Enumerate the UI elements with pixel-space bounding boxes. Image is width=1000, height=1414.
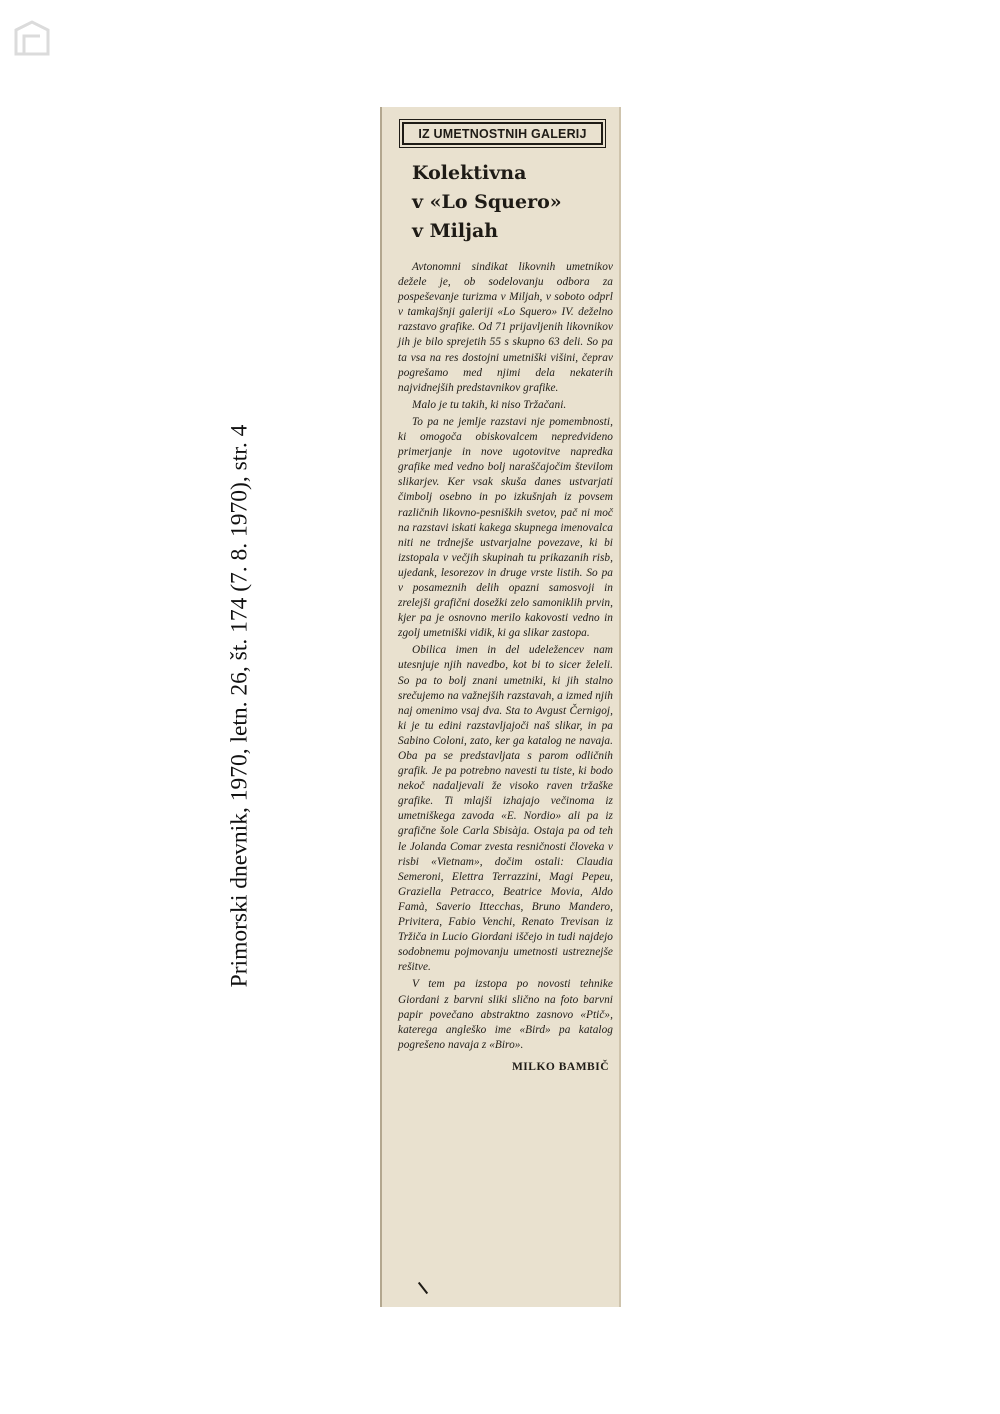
newspaper-clipping: [380, 107, 621, 1307]
headline-line-1: Kolektivna: [412, 162, 527, 184]
paragraph-1: Avtonomni sindikat likovnih umetnikov dežele je, ob sodelovanju odbora za pospeševanje turizma v Miljah, v soboto odprl v tamkajšnji galeriji «Lo Squero» IV. deželno razstavo grafike. Od 71 prijavljenih likovnikov jih je bilo sprejetih 55 s skupno 63 deli. So pa ta vsa na res dostojni umetniški višini, čeprav pogrešamo med njimi dela nekaterih najvidnejših predstavnikov grafike.: [398, 261, 613, 394]
kamra-logo: [12, 14, 112, 60]
paragraph-2: Malo je tu takih, ki niso Tržačani.: [412, 398, 567, 411]
paragraph-5: V tem pa izstopa po novosti tehnike Giordani z barvni sliki slično na foto barvni papir povečano abstraktno zasnovo «Ptič», katerega angleško ime «Bird» pa katalog pogrešeno navaja z «Biro».: [398, 978, 613, 1051]
headline-line-2: v «Lo Squero»: [412, 191, 562, 213]
author-signature: MILKO BAMBIČ: [511, 1060, 609, 1073]
ink-mark: [418, 1282, 428, 1294]
paragraph-3: To pa ne jemlje razstavi nje pomembnosti, ki omogoča obiskovalcem nepredvideno primerjanje in nove ugotovitve napredka grafike med vedno bolj naraščajočim številom slikarjev. Ker vsak skuša danes ustvarjati čimbolj osebno in po izkušnjah iz povsem različnih likovno-pesniških svetov, pač ni moč na razstavi iskati kakega skupnega imenovalca niti ne trdnejše ustvarjalne povezave, ki bi izstopala v večjih skupinah tu prikazanih risb, ujedank, lesorezov in druge vrste listih. So pa v posameznih delih opazni samosvoji in zrelejši grafični dosežki zelo samoniklih prvin, kjer pa je osnovno merilo kakovosti vedno in zgolj umetniški vidik, ki ga slikar zastopa.: [398, 415, 613, 640]
article-headline: [412, 159, 613, 246]
headline-line-3: v Miljah: [412, 220, 499, 242]
kamra-logo-icon: [12, 14, 112, 60]
section-heading: IZ UMETNOSTNIH GALERIJ: [402, 122, 603, 145]
citation-text: Primorski dnevnik, 1970, letn. 26, št. 174 (7. 8. 1970), str. 4: [226, 424, 253, 988]
paragraph-4: Obilica imen in del udeležencev nam utesnjuje njih navedbo, kot bi to sicer želeli. So pa to bolj znani umetniki, ki jih stalno srečujemo na važnejših razstavah, a izmed njih naj omenimo vsaj dva. Sta to Avgust Černigoj, ki je tu edini razstavljajoči naš slikar, in pa Sabino Coloni, zato, ker ga katalog ne navaja. Oba pa se predstavljata s parom odličnih grafik. Je pa potrebno navesti tu tiste, ki bodo nekoč nadaljevali že visoko raven tržaške grafike. Ti mlajši izhajajo večinoma iz umetniškega zavoda «E. Nordio» ali pa iz grafične šole Carla Sbisàja. Ostaja pa od teh le Jolanda Comar zvesta resničnosti človeka v risbi «Vietnam», dočim ostali: Claudia Semeroni, Elettra Terrazzini, Magi Pepeu, Graziella Petracco, Beatrice Movia, Aldo Famà, Saverio Ittecchas, Bruno Mandero, Privitera, Fabio Venchi, Renato Trevisan iz Tržiča in Lucio Giordani iščejo in tudi najdejo sodobnemu pojmovanju umetnosti ustreznejše rešitve.: [398, 644, 613, 974]
article-body: [398, 260, 613, 1053]
